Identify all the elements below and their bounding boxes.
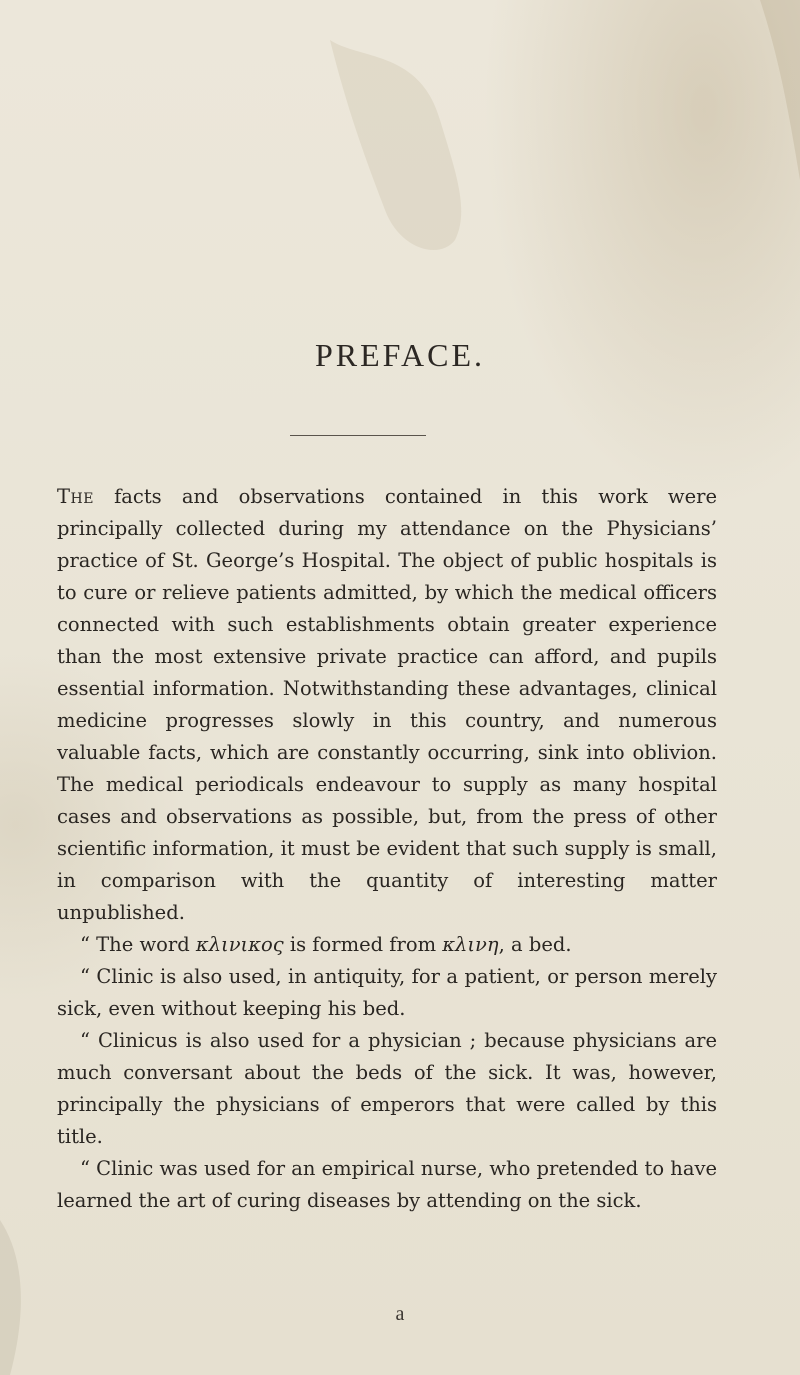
paragraph-1-text: facts and observations contained in this work were principally collected during my attendance on the Physicians’ practice of St. George’s Hospital. The object of public hospitals is to cure or relieve patients admitted, by which the medical officers connected with such establishments obtain greater experience than the most extensive private practice can afford, and pupils essential information. Notwithstanding these advantages, clinical medicine progresses slowly in this country, and numerous valuable facts, which are constantly occurring, sink into oblivion. The medical periodicals endeavour to supply as many hospital cases and observations as possible, but, from the press of other scientific information, it must be evident that such supply is small, in comparison with the quantity of interesting matter unpublished.	[57, 485, 717, 924]
page-signature-mark: a	[395, 1303, 405, 1325]
paragraph-4: “ Clinicus is also used for a physician ; because physicians are much conversant about the beds of the sick. It was, however, principally the physicians of emperors that were called by this title.	[57, 1029, 717, 1148]
greek-word-klinikos: κλινικος	[195, 933, 284, 956]
preface-body	[57, 481, 717, 1217]
title-rule	[290, 435, 426, 436]
paragraph-2-text-a: “ The word	[80, 933, 196, 956]
paragraph-5: “ Clinic was used for an empirical nurse, who pretended to have learned the art of curing diseases by attending on the sick.	[57, 1157, 718, 1212]
greek-word-kline: κλινη	[442, 933, 499, 956]
paragraph-2	[57, 929, 717, 961]
page-title: PREFACE.	[314, 337, 486, 373]
paragraph-2-text-b: is formed from	[283, 933, 443, 956]
paragraph-1	[57, 481, 717, 929]
paragraph-3: “ Clinic is also used, in antiquity, for a patient, or person merely sick, even without keeping his bed.	[57, 965, 717, 1020]
paragraph-2-text-c: , a bed.	[498, 933, 572, 956]
paragraph-1-lead: The	[57, 485, 94, 508]
